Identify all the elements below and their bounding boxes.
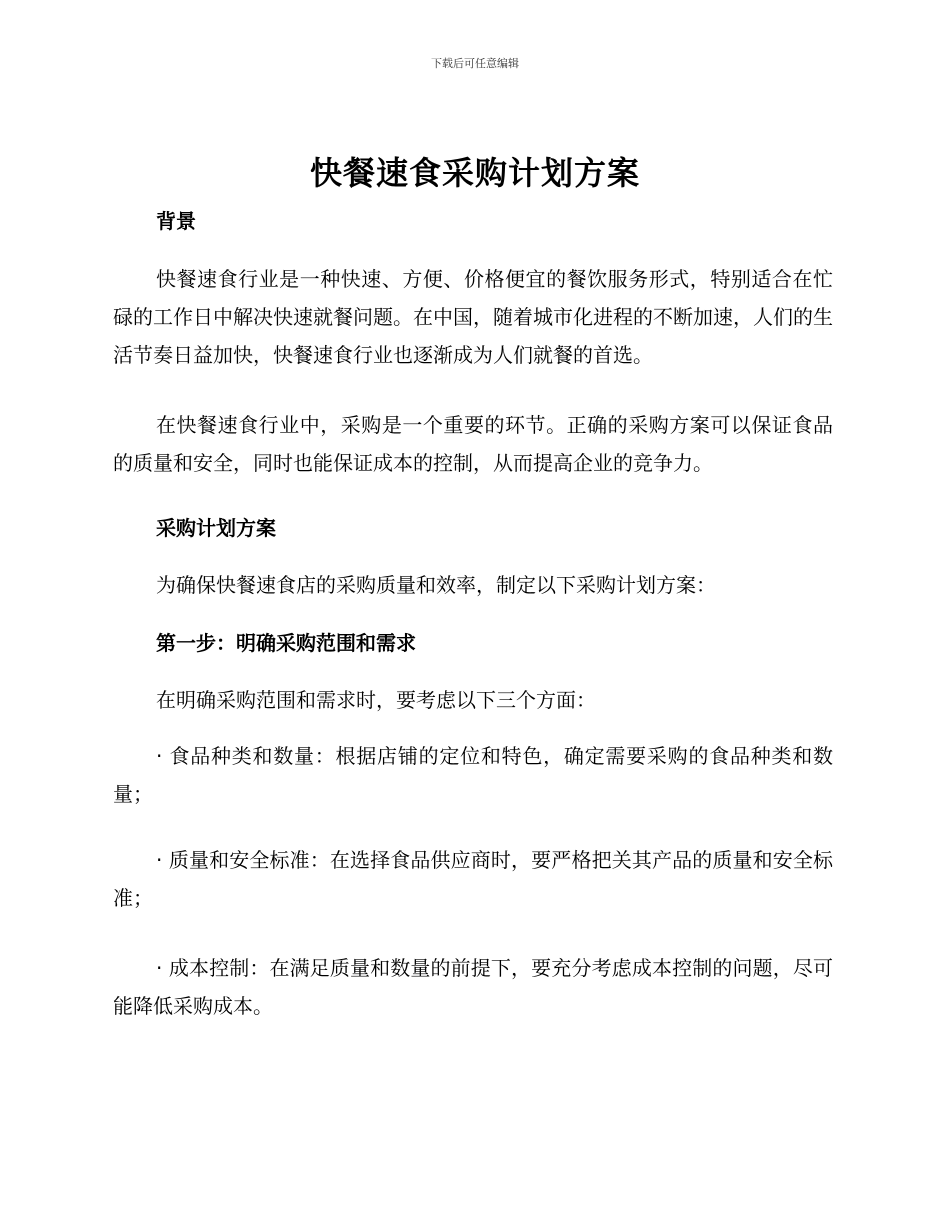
list-item-cost-control: · 成本控制：在满足质量和数量的前提下，要充分考虑成本控制的问题，尽可能降低采购成本。 bbox=[113, 956, 833, 1018]
section-heading-plan: 采购计划方案 bbox=[156, 516, 276, 540]
paragraph-background-2: 在快餐速食行业中，采购是一个重要的环节。正确的采购方案可以保证食品的质量和安全，同时也能保证成本的控制，从而提高企业的竞争力。 bbox=[113, 413, 833, 475]
section-heading-background: 背景 bbox=[156, 209, 196, 233]
paragraph-plan-intro: 为确保快餐速食店的采购质量和效率，制定以下采购计划方案： bbox=[156, 573, 716, 597]
list-item-food-types: · 食品种类和数量：根据店铺的定位和特色，确定需要采购的食品种类和数量； bbox=[113, 744, 833, 806]
page-title: 快餐速食采购计划方案 bbox=[309, 154, 640, 192]
header-note: 下载后可任意编辑 bbox=[431, 57, 519, 70]
section-heading-step1: 第一步：明确采购范围和需求 bbox=[156, 631, 416, 655]
paragraph-background-1: 快餐速食行业是一种快速、方便、价格便宜的餐饮服务形式，特别适合在忙碌的工作日中解决快速就餐问题。在中国，随着城市化进程的不断加速，人们的生活节奏日益加快，快餐速食行业也逐渐成为人们就餐的首选。 bbox=[113, 267, 833, 367]
list-item-quality-safety: · 质量和安全标准：在选择食品供应商时，要严格把关其产品的质量和安全标准； bbox=[113, 848, 833, 910]
paragraph-step1-intro: 在明确采购范围和需求时，要考虑以下三个方面： bbox=[156, 688, 596, 712]
